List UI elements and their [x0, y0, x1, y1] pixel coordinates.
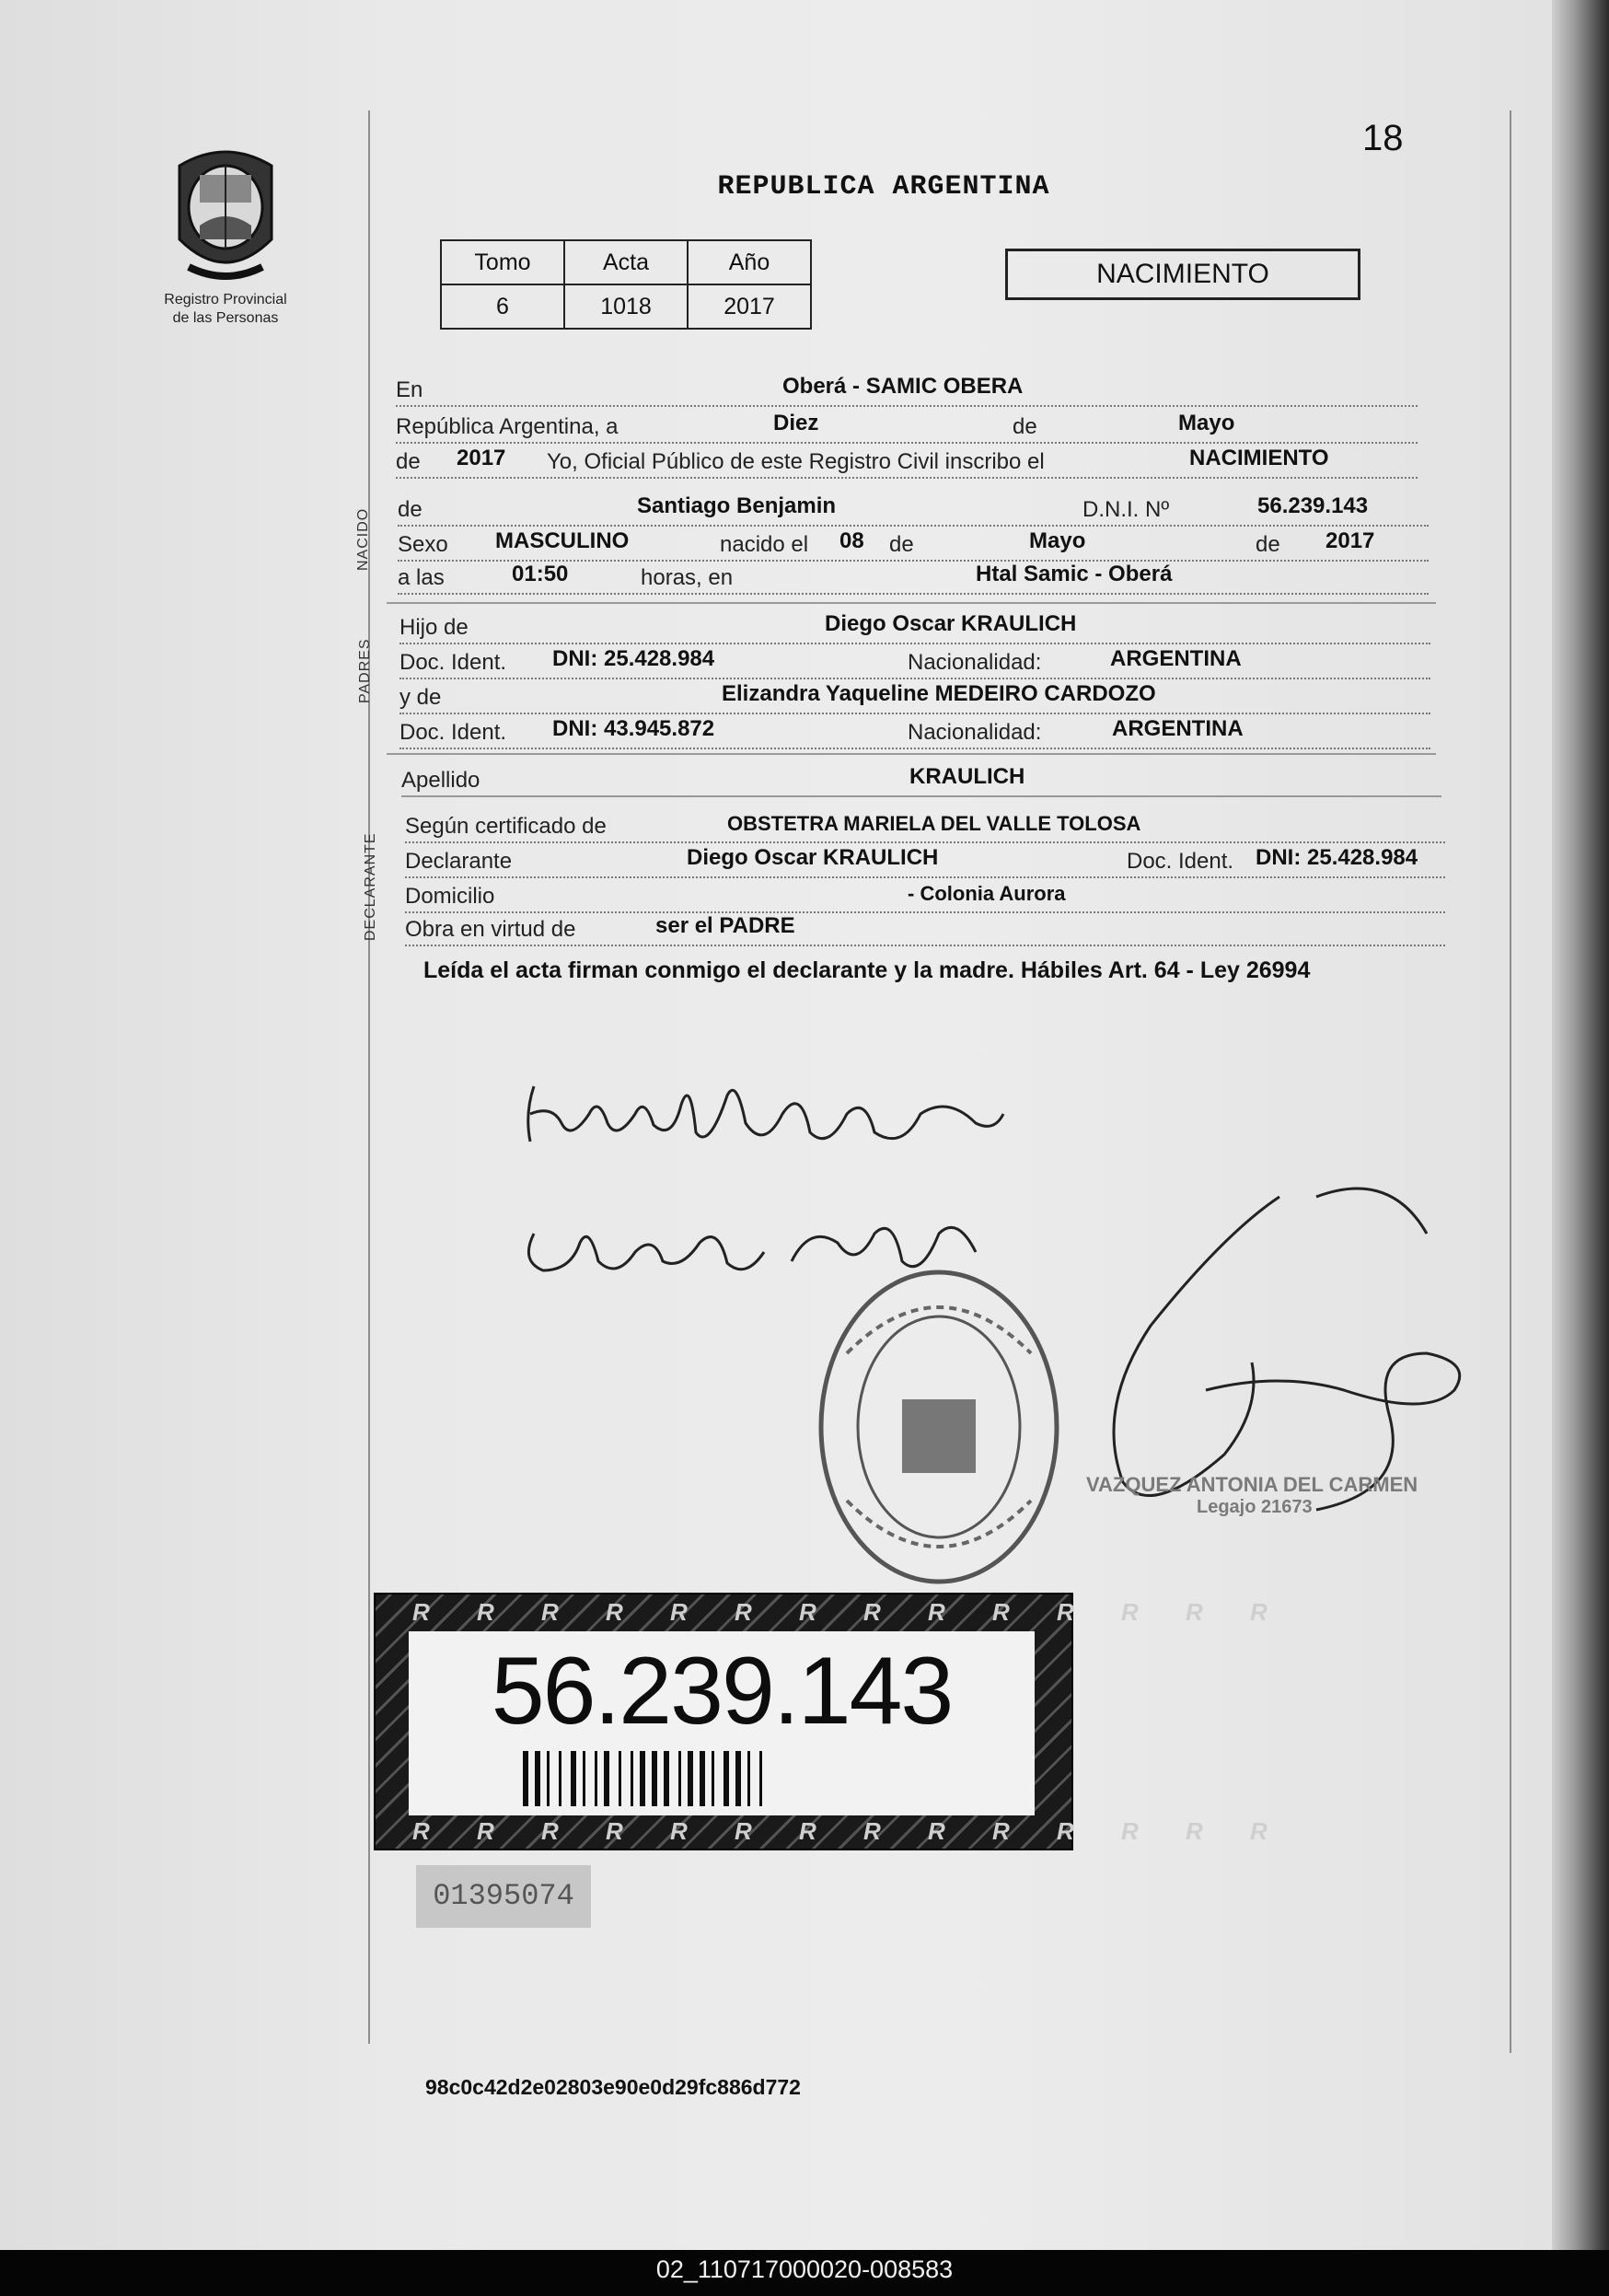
value-birth-place: Htal Samic - Oberá	[976, 562, 1173, 586]
control-code: 01395074	[416, 1865, 591, 1928]
barcode-bar	[723, 1751, 729, 1806]
label-de-birth-month: de	[1256, 532, 1280, 557]
row-father	[399, 606, 1430, 644]
label-doc-ident-father: Doc. Ident.	[399, 650, 507, 675]
footer-filename: 02_110717000020-008583	[655, 2255, 954, 2283]
value-birth-month: Mayo	[1029, 528, 1086, 553]
value-obra: ser el PADRE	[655, 913, 795, 938]
reference-table	[440, 239, 812, 330]
barcode-bar	[664, 1751, 669, 1806]
row-obra	[405, 908, 1445, 946]
section-divider-1	[387, 602, 1436, 604]
row-apellido	[401, 759, 1441, 797]
ref-value-anio: 2017	[688, 284, 811, 329]
value-declarante-doc: DNI: 25.428.984	[1256, 845, 1418, 870]
row-father-doc	[399, 641, 1430, 679]
section-divider-2	[387, 753, 1436, 755]
form-frame-left	[368, 110, 370, 2044]
coat-of-arms-icon	[161, 138, 290, 285]
barcode-bar	[604, 1751, 609, 1806]
barcode-white-area	[409, 1631, 1035, 1815]
document-hash: 98c0c42d2e02803e90e0d29fc886d772	[425, 2075, 801, 2099]
label-obra: Obra en virtud de	[405, 917, 576, 942]
barcode-bar	[583, 1751, 585, 1806]
value-declarante-name: Diego Oscar KRAULICH	[687, 845, 939, 870]
section-label-padres: PADRES	[357, 638, 373, 703]
value-domicilio: - Colonia Aurora	[908, 882, 1066, 905]
row-mother-doc	[399, 711, 1430, 749]
barcode-bar	[535, 1751, 540, 1806]
label-republic: República Argentina, a	[396, 414, 619, 439]
closing-statement: Leída el acta firman conmigo el declarante y la madre. Hábiles Art. 64 - Ley 26994	[423, 957, 1311, 983]
section-label-nacido: NACIDO	[355, 507, 371, 571]
barcode-pattern-row-bottom: R R R R R R R R R R R R R R	[412, 1817, 1288, 1845]
value-child-dni: 56.239.143	[1257, 493, 1369, 518]
official-legajo: Legajo 21673	[1197, 1497, 1313, 1517]
barcode-bar	[547, 1751, 550, 1806]
official-name-stamp	[1086, 1473, 1473, 1518]
row-time-place	[398, 556, 1429, 595]
ref-header-tomo: Tomo	[441, 240, 564, 284]
value-day: Diez	[773, 411, 819, 435]
barcode-bar	[652, 1751, 657, 1806]
barcode-bar	[595, 1751, 597, 1806]
barcode-bar	[735, 1751, 741, 1806]
row-name	[398, 488, 1429, 527]
label-horas-en: horas, en	[641, 565, 734, 590]
label-de-birth-day: de	[889, 532, 914, 557]
row-date	[396, 405, 1418, 444]
barcode-bar	[559, 1751, 561, 1806]
label-nacido-el: nacido el	[720, 532, 809, 557]
row-place	[396, 368, 1418, 407]
barcode-bar	[678, 1751, 681, 1806]
barcode-bar	[688, 1751, 693, 1806]
official-name: VAZQUEZ ANTONIA DEL CARMEN	[1086, 1473, 1418, 1496]
barcode-number: 56.239.143	[491, 1638, 953, 1745]
label-nacionalidad-father: Nacionalidad:	[908, 650, 1042, 675]
label-en: En	[396, 377, 423, 402]
barcode-pattern-row-top: R R R R R R R R R R R R R R	[412, 1598, 1288, 1626]
label-doc-ident-declarante: Doc. Ident.	[1127, 849, 1234, 874]
value-birth-year: 2017	[1325, 528, 1375, 553]
label-declarante: Declarante	[405, 849, 513, 874]
label-de: de	[1013, 414, 1037, 439]
row-mother	[399, 676, 1430, 714]
declarante-signature-icon	[515, 1059, 1013, 1169]
value-father-doc: DNI: 25.428.984	[552, 646, 715, 671]
label-de-year: de	[396, 449, 421, 474]
ref-header-acta: Acta	[564, 240, 688, 284]
value-mother-name: Elizandra Yaqueline MEDEIRO CARDOZO	[722, 681, 1156, 706]
barcode-bar	[523, 1751, 528, 1806]
value-apellido: KRAULICH	[909, 764, 1025, 789]
value-child-name: Santiago Benjamin	[637, 493, 837, 518]
page-number: 18	[1362, 118, 1404, 158]
row-declarante	[405, 840, 1445, 878]
ref-value-acta: 1018	[564, 284, 688, 329]
label-domicilio: Domicilio	[405, 884, 495, 909]
value-mother-doc: DNI: 43.945.872	[552, 716, 715, 741]
barcode-bar	[619, 1751, 621, 1806]
label-hijo-de: Hijo de	[399, 615, 469, 640]
country-title: REPUBLICA ARGENTINA	[717, 171, 1050, 203]
form-frame-right	[1510, 110, 1511, 2053]
registry-line-2: de las Personas	[172, 310, 279, 326]
label-segun-certificado: Según certificado de	[405, 814, 607, 839]
barcode-bar	[631, 1751, 633, 1806]
value-birth-time: 01:50	[512, 562, 569, 586]
document-type-box: NACIMIENTO	[1005, 249, 1360, 300]
barcode-bar	[571, 1751, 576, 1806]
value-father-name: Diego Oscar KRAULICH	[825, 611, 1077, 636]
value-birth-day: 08	[839, 528, 864, 553]
barcode-bar	[640, 1751, 645, 1806]
value-certificate: OBSTETRA MARIELA DEL VALLE TOLOSA	[727, 812, 1141, 835]
value-sexo: MASCULINO	[495, 528, 630, 553]
registry-line-1: Registro Provincial	[164, 292, 287, 307]
label-apellido: Apellido	[401, 768, 480, 793]
delegation-round-stamp-icon	[810, 1261, 1068, 1593]
barcode-bar	[759, 1751, 762, 1806]
label-y-de: y de	[399, 685, 442, 710]
label-nacionalidad-mother: Nacionalidad:	[908, 720, 1042, 745]
label-doc-ident-mother: Doc. Ident.	[399, 720, 507, 745]
registry-text: Yo, Oficial Público de este Registro Civil inscribo el	[547, 449, 1045, 474]
barcode-bar	[747, 1751, 750, 1806]
section-label-declarante: DECLARANTE	[363, 832, 378, 941]
barcode-label	[374, 1593, 1288, 1850]
label-de-name: de	[398, 497, 423, 522]
label-dni: D.N.I. Nº	[1082, 497, 1170, 522]
value-month: Mayo	[1178, 411, 1235, 435]
value-place: Oberá - SAMIC OBERA	[782, 374, 1024, 399]
barcode-bar	[700, 1751, 705, 1806]
value-mother-nationality: ARGENTINA	[1112, 716, 1244, 741]
ref-value-tomo: 6	[441, 284, 564, 329]
row-certificate	[405, 805, 1445, 843]
value-father-nationality: ARGENTINA	[1110, 646, 1242, 671]
barcode-bars-icon	[523, 1751, 928, 1806]
row-registry	[396, 440, 1418, 479]
ref-header-anio: Año	[688, 240, 811, 284]
value-year: 2017	[457, 446, 506, 470]
value-record-type: NACIMIENTO	[1189, 446, 1329, 470]
barcode-bar	[712, 1751, 714, 1806]
label-sexo: Sexo	[398, 532, 448, 557]
label-a-las: a las	[398, 565, 445, 590]
page-edge-shadow	[1552, 0, 1609, 2250]
registry-seal	[138, 138, 313, 328]
